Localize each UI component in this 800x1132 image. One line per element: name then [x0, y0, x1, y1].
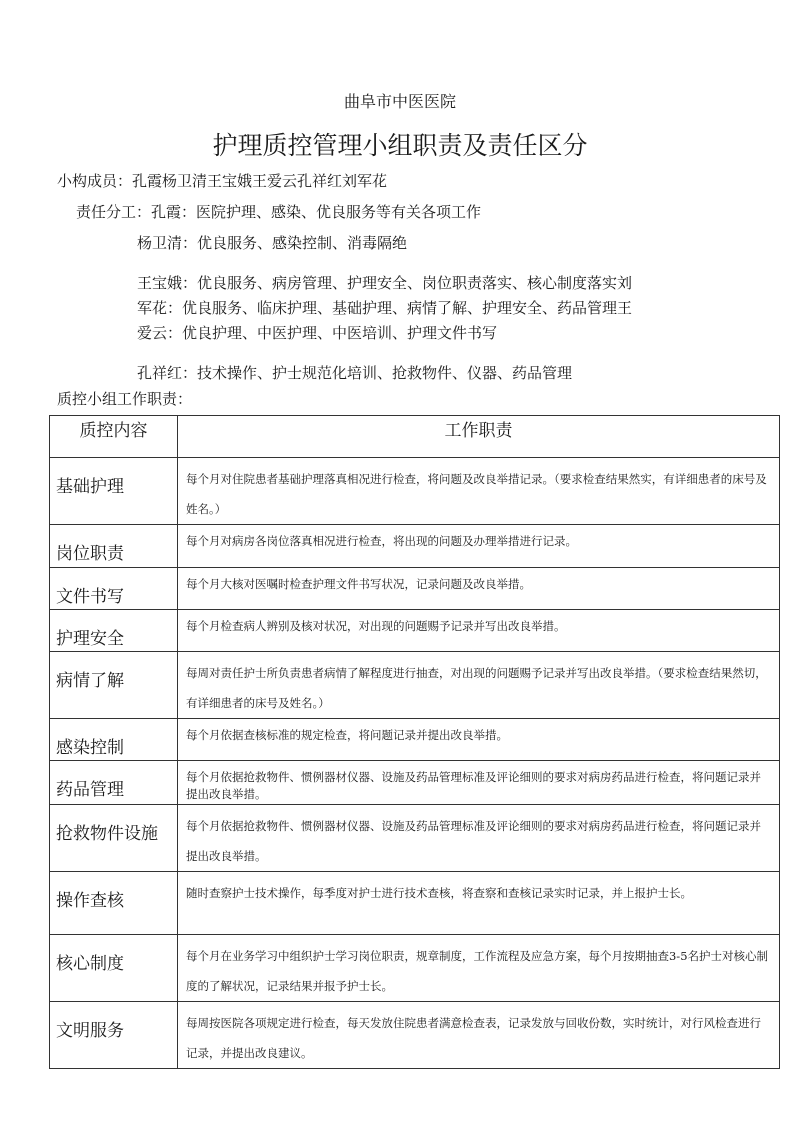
members-line: 小构成员：孔霞杨卫清王宝娥王爱云孔祥红刘军花	[57, 172, 388, 190]
table-header-row	[50, 416, 780, 458]
header-category: 质控内容	[50, 416, 178, 458]
row-category: 核心制度	[50, 935, 178, 1002]
assignment-line: 爱云：优良护理、中医护理、中医培训、护理文件书写	[137, 324, 498, 342]
table-row	[50, 1002, 780, 1069]
row-duty: 每个月对病房各岗位落真相况进行检查，将出现的问题及办理举措进行记录。	[178, 525, 780, 568]
table-row	[50, 610, 780, 652]
row-duty: 每个月依据抢救物件、惯例器材仪器、设施及药品管理标准及评论细则的要求对病房药品进行检查，将问题记录并提出改良举措。	[178, 805, 780, 872]
row-duty: 每个月依据抢救物件、惯例器材仪器、设施及药品管理标准及评论细则的要求对病房药品进行检查，将问题记录并提出改良举措。	[178, 761, 780, 805]
table-row	[50, 761, 780, 805]
table-row	[50, 568, 780, 610]
row-duty: 每周按医院各项规定进行检查，每天发放住院患者满意检查表，记录发放与回收份数，实时统计，对行风检查进行记录，并提出改良建议。	[178, 1002, 780, 1069]
row-category: 感染控制	[50, 719, 178, 761]
row-duty: 随时查察护士技术操作，每季度对护士进行技术查核，将查察和查核记录实时记录，并上报护士长。	[178, 872, 780, 935]
row-category: 文件书写	[50, 568, 178, 610]
hospital-name: 曲阜市中医医院	[343, 92, 456, 111]
assignment-line: 王宝娥：优良服务、病房管理、护理安全、岗位职责落实、核心制度落实刘	[137, 274, 633, 292]
header-duty: 工作职责	[178, 416, 780, 458]
table-row	[50, 458, 780, 525]
row-duty: 每个月依据查核标准的规定检查，将问题记录并提出改良举措。	[178, 719, 780, 761]
row-category: 操作查核	[50, 872, 178, 935]
row-duty: 每个月大核对医嘱时检查护理文件书写状况，记录问题及改良举措。	[178, 568, 780, 610]
duty-table	[49, 415, 780, 1069]
assignment-line: 军花：优良服务、临床护理、基础护理、病情了解、护理安全、药品管理王	[137, 299, 633, 317]
row-duty: 每周对责任护士所负责患者病情了解程度进行抽查，对出现的问题赐予记录并写出改良举措。（要求检查结果然切，有详细患者的床号及姓名。）	[178, 652, 780, 719]
row-category: 护理安全	[50, 610, 178, 652]
row-category: 基础护理	[50, 458, 178, 525]
document-title: 护理质控管理小组职责及责任区分	[212, 131, 588, 160]
table-caption: 质控小组工作职责：	[57, 390, 193, 408]
table-row	[50, 935, 780, 1002]
assignment-line: 孔祥红：技术操作、护士规范化培训、抢救物件、仪器、药品管理	[137, 364, 573, 382]
table-row	[50, 872, 780, 935]
table-row	[50, 805, 780, 872]
assignment-line: 责任分工：孔霞：医院护理、感染、优良服务等有关各项工作	[76, 203, 482, 221]
row-category: 抢救物件设施	[50, 805, 178, 872]
row-duty: 每个月检查病人辨别及核对状况，对出现的问题赐予记录并写出改良举措。	[178, 610, 780, 652]
table-row	[50, 525, 780, 568]
table-row	[50, 719, 780, 761]
table-row	[50, 652, 780, 719]
row-category: 文明服务	[50, 1002, 178, 1069]
row-duty: 每个月对住院患者基础护理落真相况进行检查，将问题及改良举措记录。（要求检查结果然实，有详细患者的床号及姓名。）	[178, 458, 780, 525]
row-category: 岗位职责	[50, 525, 178, 568]
row-category: 药品管理	[50, 761, 178, 805]
row-category: 病情了解	[50, 652, 178, 719]
row-duty: 每个月在业务学习中组织护士学习岗位职责，规章制度，工作流程及应急方案，每个月按期抽查3-5名护士对核心制度的了解状况，记录结果并报予护士长。	[178, 935, 780, 1002]
assignment-line: 杨卫清：优良服务、感染控制、消毒隔绝	[137, 234, 408, 252]
